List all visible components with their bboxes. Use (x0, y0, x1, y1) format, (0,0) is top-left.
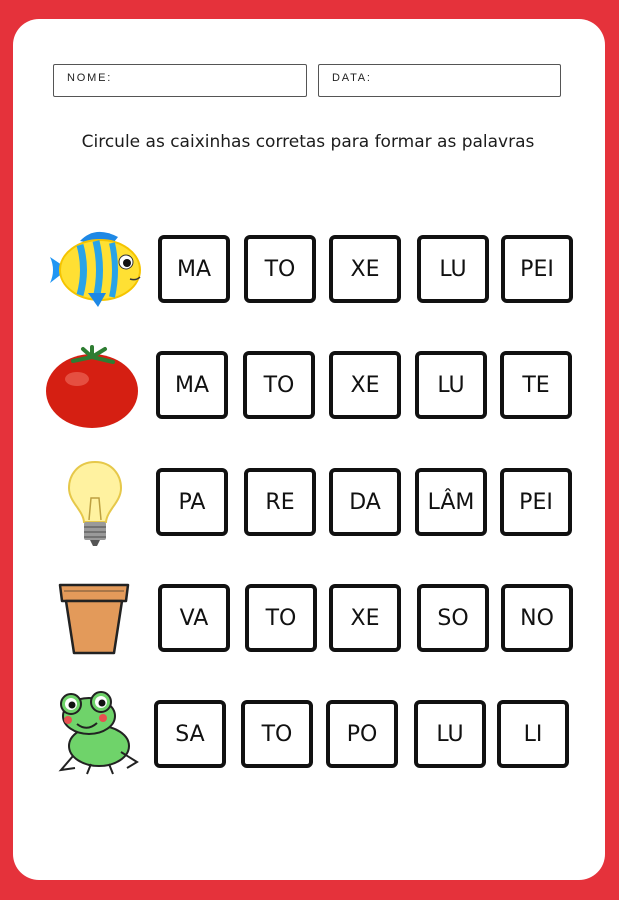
syllable-box[interactable]: MA (158, 235, 230, 303)
word-row-tomato (13, 351, 605, 423)
syllable-box[interactable]: SO (417, 584, 489, 652)
syllable-box[interactable]: MA (156, 351, 228, 419)
worksheet (13, 19, 605, 880)
syllable-box[interactable]: XE (329, 351, 401, 419)
syllable-box[interactable]: RE (244, 468, 316, 536)
word-row-fish (13, 235, 605, 307)
syllable-box[interactable]: TO (244, 235, 316, 303)
word-row-flowerpot (13, 584, 605, 656)
syllable-box[interactable]: SA (154, 700, 226, 768)
word-row-lightbulb (13, 468, 605, 540)
syllable-box[interactable]: DA (329, 468, 401, 536)
syllable-box[interactable]: TE (500, 351, 572, 419)
flowerpot-icon (56, 581, 132, 657)
name-label: NOME: (67, 72, 113, 84)
syllable-box[interactable]: PO (326, 700, 398, 768)
syllable-box[interactable]: LÂM (415, 468, 487, 536)
syllable-box[interactable]: XE (329, 235, 401, 303)
syllable-box[interactable]: PEI (500, 468, 572, 536)
syllable-box[interactable]: PEI (501, 235, 573, 303)
syllable-box[interactable]: PA (156, 468, 228, 536)
syllable-box[interactable]: XE (329, 584, 401, 652)
tomato-icon (43, 345, 141, 431)
fish-icon (40, 227, 150, 309)
syllable-box[interactable]: NO (501, 584, 573, 652)
name-field[interactable] (53, 64, 307, 97)
word-row-frog (13, 700, 605, 772)
syllable-box[interactable]: TO (243, 351, 315, 419)
frog-icon (51, 690, 141, 776)
lightbulb-icon (65, 458, 125, 550)
syllable-box[interactable]: LI (497, 700, 569, 768)
syllable-box[interactable]: VA (158, 584, 230, 652)
syllable-box[interactable]: LU (417, 235, 489, 303)
instruction-text: Circule as caixinhas corretas para formar as palavras (81, 132, 535, 152)
syllable-box[interactable]: LU (414, 700, 486, 768)
date-label: DATA: (332, 72, 372, 84)
syllable-box[interactable]: TO (245, 584, 317, 652)
syllable-box[interactable]: TO (241, 700, 313, 768)
syllable-box[interactable]: LU (415, 351, 487, 419)
date-field[interactable] (318, 64, 561, 97)
